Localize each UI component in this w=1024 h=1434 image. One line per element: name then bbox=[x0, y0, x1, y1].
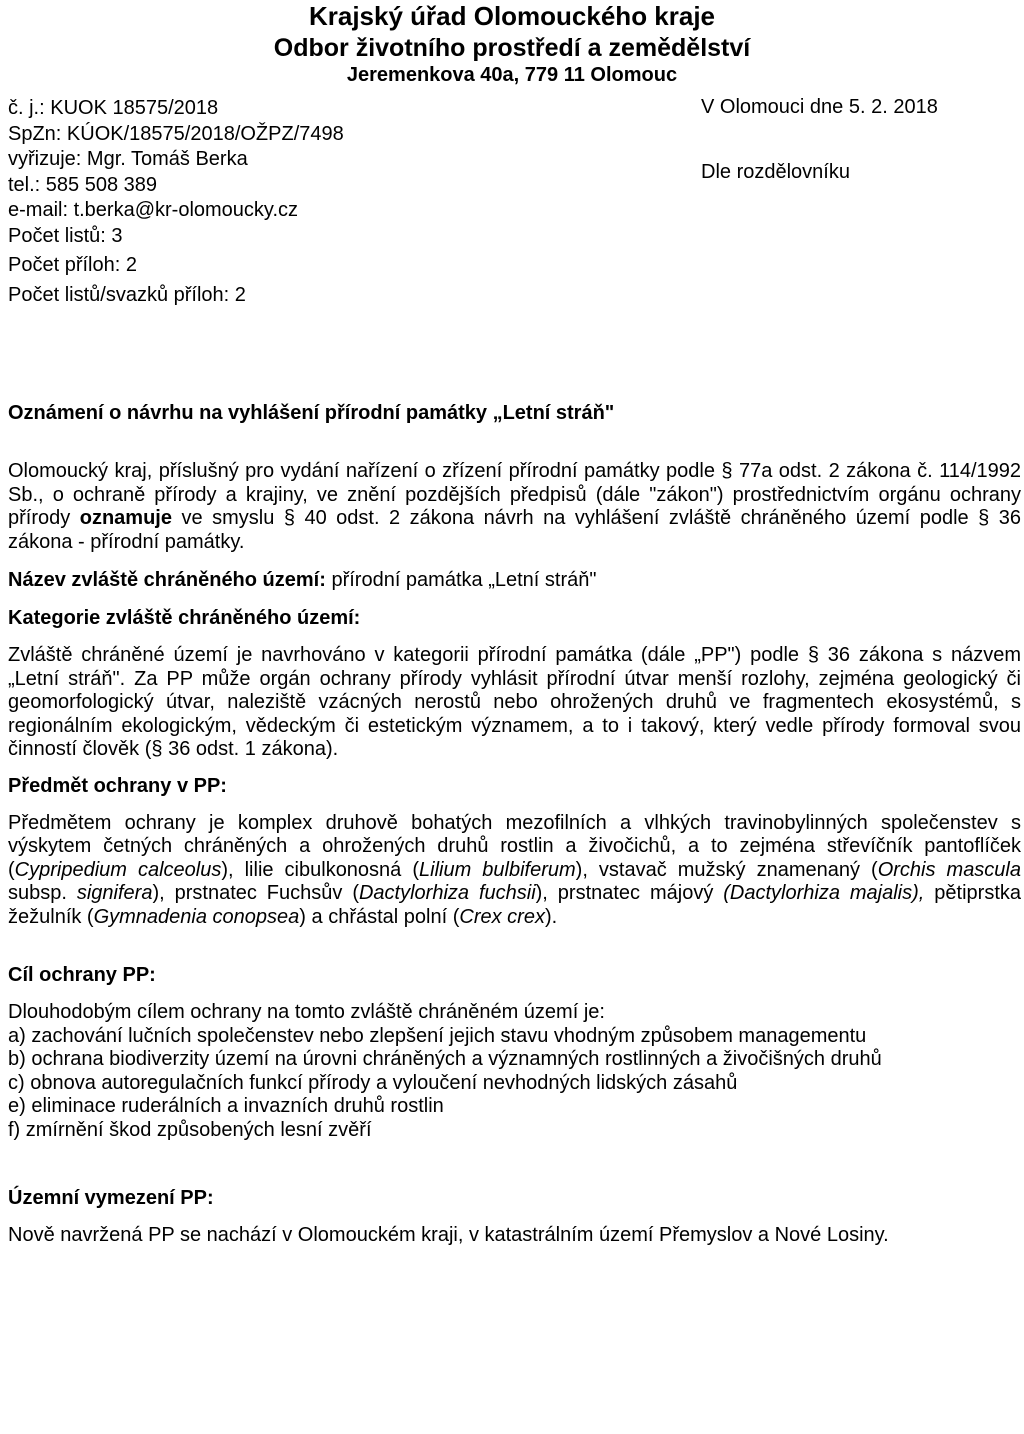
intro-bold: oznamuje bbox=[79, 507, 172, 529]
attachment-count: Počet příloh: 2 bbox=[8, 254, 137, 276]
protection-text: ), prstnatec Fuchsův ( bbox=[152, 882, 359, 904]
protection-text: ). bbox=[544, 905, 558, 928]
reference-block bbox=[8, 96, 344, 308]
protection-text: ), lilie cibulkonosná ( bbox=[221, 858, 420, 881]
name-line bbox=[8, 568, 1021, 592]
goal-item: a) zachování lučních společenstev nebo zlepšení jejich stavu vhodným způsobem managementu bbox=[8, 1024, 867, 1047]
handler: vyřizuje: Mgr. Tomáš Berka bbox=[8, 148, 248, 170]
species-name: (Dactylorhiza majalis), bbox=[723, 882, 925, 904]
species-name: Dactylorhiza fuchsii bbox=[358, 882, 536, 904]
protection-text: ), vstavač mužský znamenaný ( bbox=[575, 858, 878, 881]
goal-heading: Cíl ochrany PP: bbox=[8, 964, 156, 986]
category-paragraph: Zvláště chráněné území je navrhováno v kategorii přírodní památka (dále „PP") podle § 36 zákona s názvem „Letní stráň". Za PP může orgán ochrany přírody vyhlásit přírodní útvar menší rozlohy, zejména geologický či geomorfologický útvar, naleziště vzácných nerostů nebo ohrožených druhů ve fragmentech ekosystémů, s regionálním ekologickým, vědeckým či estetickým významem, a to i takový, který vedle přírody formoval svou činností člověk (§ 36 odst. 1 zákona). bbox=[8, 644, 1021, 760]
protection-text: pětiprstka žežulník ( bbox=[8, 882, 1021, 928]
intro-text-1: Olomoucký kraj, příslušný pro vydání nařízení o zřízení přírodní památky podle § 77a odst. 2 zákona č. 114/1992 Sb., o ochraně přírody a krajiny, ve znění pozdějších předpisů (dále "zákon") prostřednictvím orgánu ochrany přírody bbox=[8, 460, 1021, 529]
header-address: Jeremenkova 40a, 779 11 Olomouc bbox=[346, 64, 678, 86]
protection-paragraph bbox=[8, 812, 1021, 930]
protection-heading: Předmět ochrany v PP: bbox=[8, 774, 227, 797]
category-heading: Kategorie zvláště chráněného území: bbox=[8, 607, 361, 629]
attachment-sheet-count: Počet listů/svazků příloh: 2 bbox=[8, 283, 246, 306]
species-name: Cypripedium calceolus bbox=[14, 858, 222, 881]
goal-intro: Dlouhodobým cílem ochrany na tomto zvláště chráněném území je: bbox=[8, 1001, 605, 1023]
protection-text: Předmětem ochrany je komplex druhově bohatých mezofilních a vlhkých travinobylinných společenstev s výskytem četných chráněných a ohrožených druhů rostlin a živočichů, a to zejména střevíčník pantoflíček ( bbox=[8, 811, 1021, 881]
species-name: Orchis mascula bbox=[877, 858, 1021, 881]
header-office: Krajský úřad Olomouckého kraje bbox=[308, 1, 716, 31]
letter-body bbox=[8, 400, 1021, 1248]
protection-text: ) a chřástal polní ( bbox=[299, 905, 460, 928]
email: e-mail: t.berka@kr-olomoucky.cz bbox=[8, 199, 298, 221]
species-name: Crex crex bbox=[459, 905, 545, 928]
subject-line: Oznámení o návrhu na vyhlášení přírodní památky „Letní stráň" bbox=[8, 402, 615, 424]
goal-item: f) zmírnění škod způsobených lesní zvěří bbox=[8, 1118, 372, 1141]
goal-item: e) eliminace ruderálních a invazních druhů rostlin bbox=[8, 1095, 444, 1117]
spzn: SpZn: KÚOK/18575/2018/OŽPZ/7498 bbox=[8, 122, 344, 145]
spacer bbox=[8, 929, 1021, 963]
name-label: Název zvláště chráněného území: bbox=[8, 569, 326, 591]
telephone: tel.: 585 508 389 bbox=[8, 173, 158, 196]
goal-item: b) ochrana biodiverzity území na úrovni chráněných a významných rostlinných a živočišných druhů bbox=[8, 1048, 882, 1070]
reference-number: č. j.: KUOK 18575/2018 bbox=[8, 97, 219, 119]
species-name: signifera bbox=[76, 882, 153, 904]
territory-heading: Územní vymezení PP: bbox=[8, 1187, 214, 1209]
name-value: přírodní památka „Letní stráň" bbox=[325, 569, 597, 591]
goal-item: c) obnova autoregulačních funkcí přírody a vyloučení nevhodných lidských zásahů bbox=[8, 1071, 738, 1094]
species-name: Lilium bulbiferum bbox=[419, 858, 576, 881]
intro-text-2: ve smyslu § 40 odst. 2 zákona návrh na vyhlášení zvláště chráněného území podle § 36 zákona - přírodní památky. bbox=[8, 507, 1021, 553]
spacer bbox=[8, 1142, 1021, 1186]
goal-list bbox=[8, 1001, 1021, 1142]
header-department: Odbor životního prostředí a zemědělství bbox=[273, 34, 751, 62]
intro-paragraph bbox=[8, 460, 1021, 554]
recipient-line: Dle rozdělovníku bbox=[701, 161, 850, 183]
territory-paragraph: Nově navržená PP se nachází v Olomouckém kraji, v katastrálním území Přemyslov a Nové Losiny. bbox=[8, 1224, 889, 1246]
sheet-count: Počet listů: 3 bbox=[8, 224, 123, 247]
date-line: V Olomouci dne 5. 2. 2018 bbox=[701, 96, 938, 118]
protection-text: ), prstnatec májový bbox=[535, 882, 724, 904]
protection-text: subsp. bbox=[8, 882, 77, 904]
species-name: Gymnadenia conopsea bbox=[93, 905, 300, 928]
